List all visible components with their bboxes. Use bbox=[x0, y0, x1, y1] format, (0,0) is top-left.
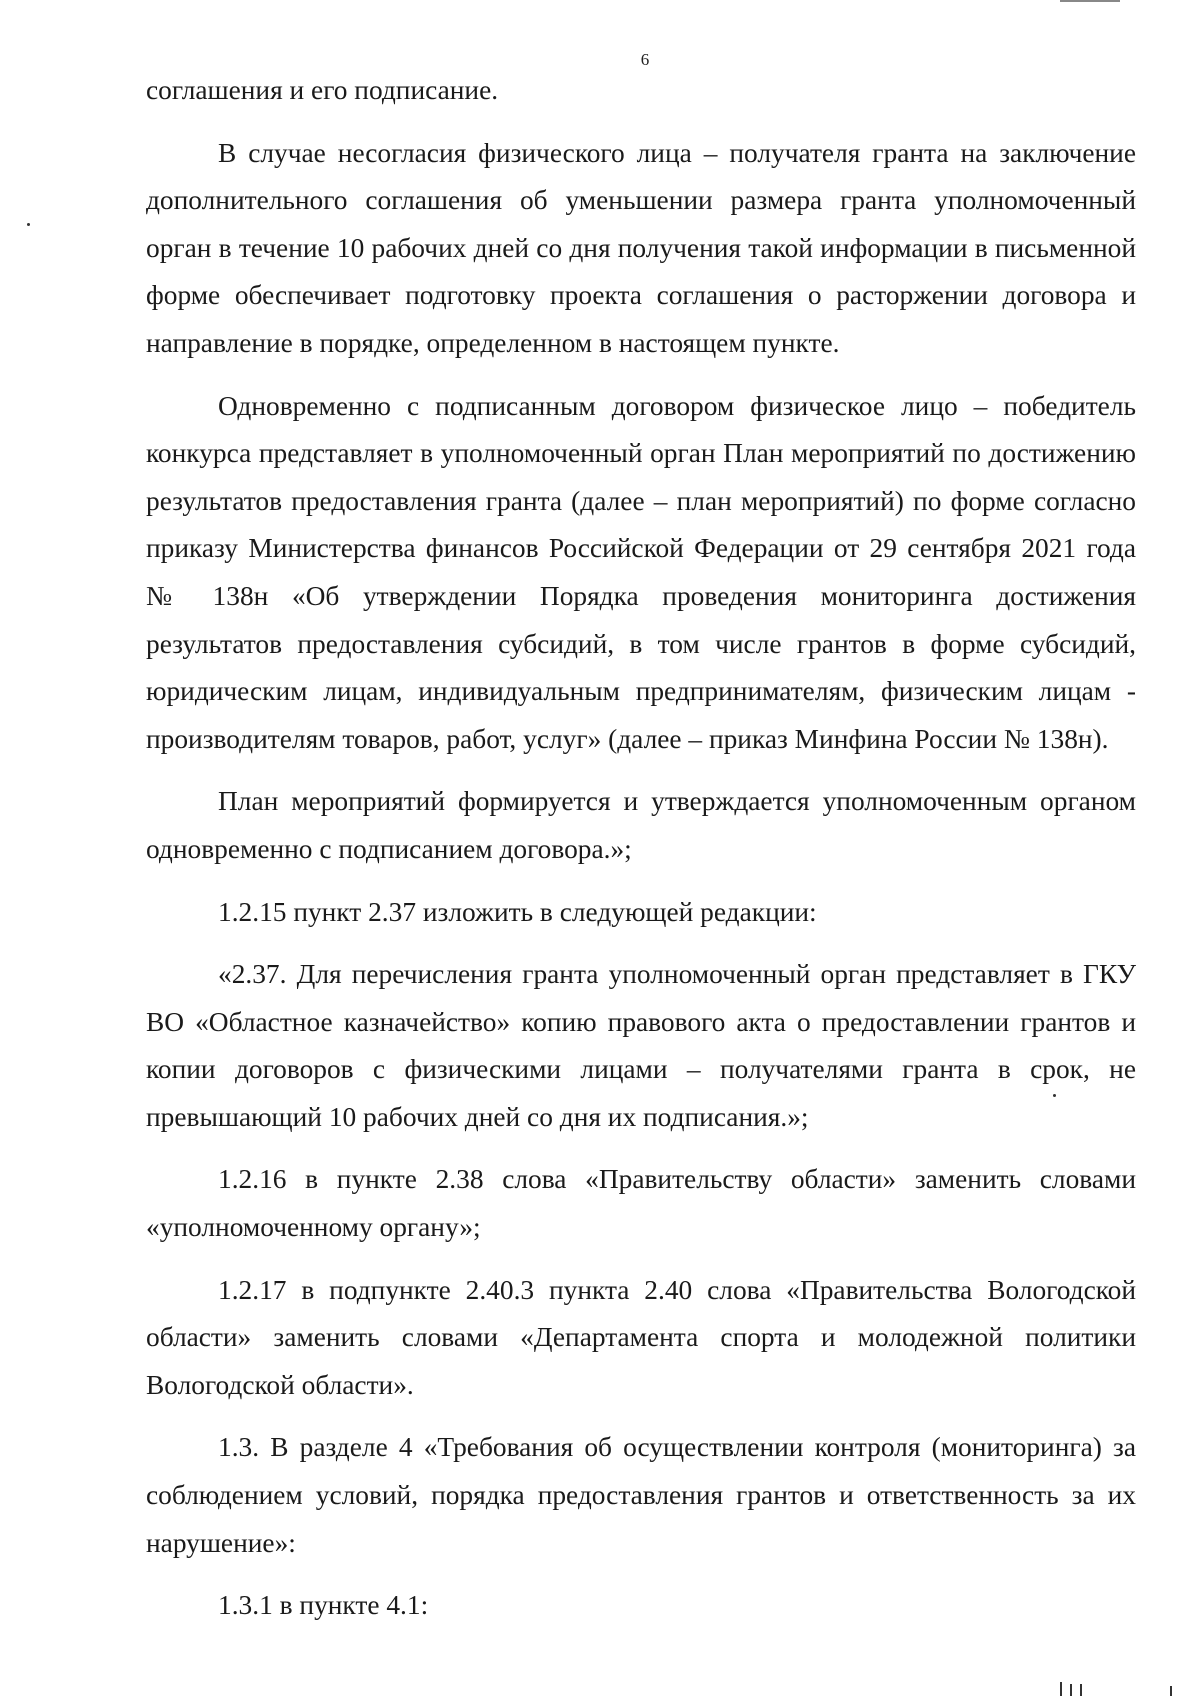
paragraph-item-1-2-16: 1.2.16 в пункте 2.38 слова «Правительству области» заменить словами «уполномоченному органу»; bbox=[146, 1164, 1136, 1243]
scan-edge-mark bbox=[1070, 1684, 1072, 1696]
paragraph-item-1-2-15: 1.2.15 пункт 2.37 изложить в следующей редакции: bbox=[218, 896, 817, 927]
paragraph-item-1-2-17: 1.2.17 в подпункте 2.40.3 пункта 2.40 слова «Правительства Вологодской области» заменить словами «Департамента спорта и молодежной политики Вологодской области». bbox=[146, 1274, 1136, 1400]
scan-edge-mark bbox=[1170, 1686, 1172, 1696]
paragraph-action-plan: Одновременно с подписанным договором физическое лицо – победитель конкурса представляет в уполномоченный орган План мероприятий по достижению результатов предоставления гранта (далее – план мероприятий) по форме согласно приказу Министерства финансов Российской Федерации от 29 сентября 2021 года № 138н «Об утверждении Порядка проведения мониторинга достижения результатов предоставления субсидий, в том числе грантов в форме субсидий, юридическим лицам, индивидуальным предпринимателям, физическим лицам - производителям товаров, работ, услуг» (далее – приказ Минфина России № 138н). bbox=[146, 390, 1136, 754]
scan-speck bbox=[27, 223, 30, 226]
paragraph-disagreement: В случае несогласия физического лица – получателя гранта на заключение дополнительного соглашения об уменьшении размера гранта уполномоченный орган в течение 10 рабочих дней со дня получения такой информации в письменной форме обеспечивает подготовку проекта соглашения о расторжении договора и направление в порядке, определенном в настоящем пункте. bbox=[146, 137, 1136, 358]
scan-edge-mark bbox=[1060, 0, 1120, 2]
scan-edge-mark bbox=[1080, 1684, 1082, 1696]
paragraph-continuation: соглашения и его подписание. bbox=[146, 75, 499, 105]
scan-speck bbox=[1053, 1094, 1056, 1097]
paragraph-item-1-3: 1.3. В разделе 4 «Требования об осуществлении контроля (мониторинга) за соблюдением условий, порядка предоставления грантов и ответственность за их нарушение»: bbox=[146, 1432, 1136, 1558]
page-number: 6 bbox=[640, 50, 650, 69]
scan-edge-mark bbox=[1060, 1682, 1062, 1696]
document-body bbox=[146, 67, 1136, 1630]
paragraph-item-1-3-1: 1.3.1 в пункте 4.1: bbox=[218, 1590, 429, 1621]
paragraph-plan-approval: План мероприятий формируется и утверждается уполномоченным органом одновременно с подписанием договора.»; bbox=[146, 786, 1136, 864]
paragraph-clause-2-37: «2.37. Для перечисления гранта уполномоченный орган представляет в ГКУ ВО «Областное казначейство» копию правового акта о предоставлении грантов и копии договоров с физическими лицами – получателями гранта в срок, не превышающий 10 рабочих дней со дня их подписания.»; bbox=[146, 959, 1136, 1132]
